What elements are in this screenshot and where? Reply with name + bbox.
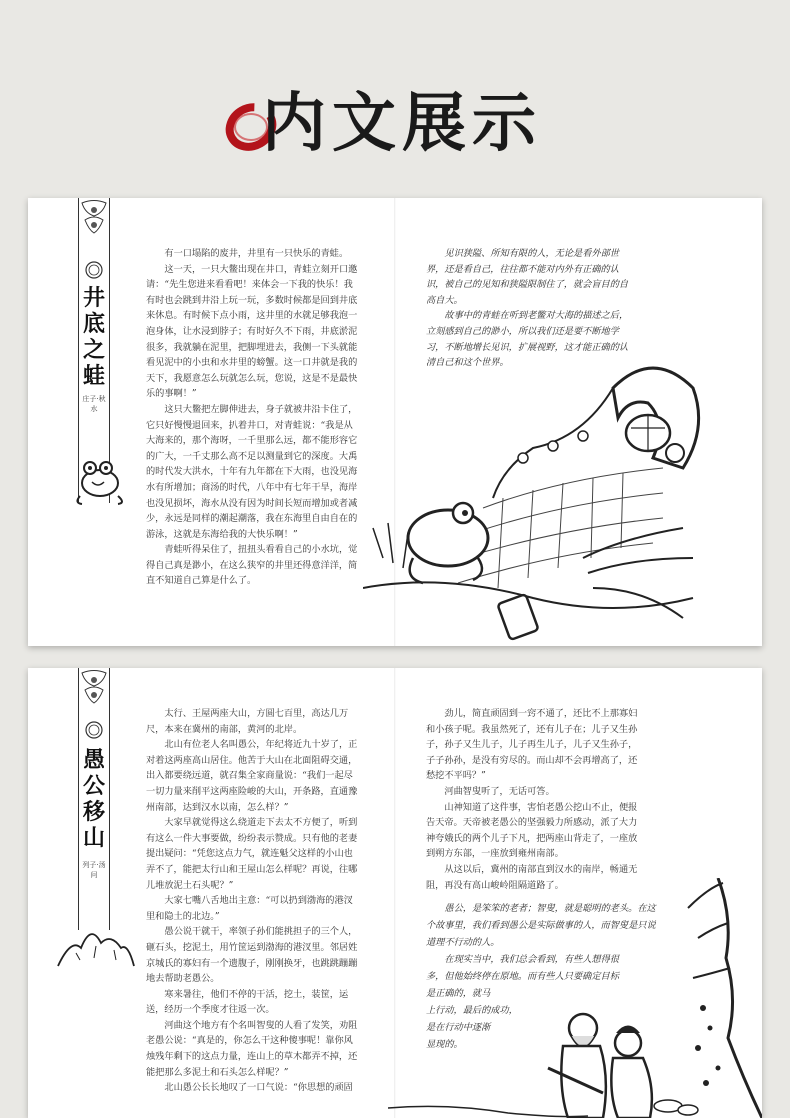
small-frog-illustration: [70, 448, 130, 508]
paragraph: 显现的。: [426, 1039, 463, 1050]
round-seal-icon: [85, 721, 103, 739]
paragraph: 北山愚公长长地叹了一口气说：“你思想的顽固: [164, 1082, 353, 1094]
story-title: 井底之蛙: [82, 286, 105, 389]
story-title: 愚公移山: [82, 748, 105, 851]
story-text-left: [146, 246, 358, 589]
paragraph: 太行、王屋两座大山，方圆七百里，高达几万尺，本来在冀州的南部，黄河的北岸。: [146, 708, 349, 735]
page-title: 内文展示: [262, 87, 542, 161]
paragraph: 河曲这个地方有个名叫智叟的人看了发笑，劝阻老愚公说：“真是的，你怎么干这种傻事呢！靠你风烛残年剩下的这点力量，连山上的草木都弄不掉，还能把那么多泥土和石头怎么样呢？”: [146, 1019, 358, 1078]
paragraph: 劲儿，简直顽固到一窍不通了，还比不上那寡妇和小孩子呢。我虽然死了，还有儿子在；儿子又生孙子，孙子又生儿子，儿子再生儿子，儿子又生孙子，子子孙孙，是没有穷尽的。而山却不会再增高了，还愁挖不平吗？”: [426, 708, 638, 782]
story-moral-text: [426, 246, 631, 371]
spread-foolish-old-man: [28, 668, 762, 1118]
paragraph: 从这以后，冀州的南部直到汉水的南岸，畅通无阻，再没有高山峻岭阻隔道路了。: [426, 863, 638, 891]
paragraph: 北山有位老人名叫愚公，年纪将近九十岁了，正对着这两座高山居住。他苦于大山在北面阻碍交通，出入都要绕远道，就召集全家商量说：“我们一起尽一切力量来削平这两座险峻的大山，开条路，直通豫州南部，达到汉水以南，怎么样？”: [146, 739, 358, 813]
old-men-mountain-illustration: [388, 878, 762, 1118]
story-source: 庄子·秋水: [82, 395, 106, 413]
paragraph: 大家七嘴八舌地出主意：“可以扔到渤海的港汊里和隐土的北边。”: [146, 895, 353, 922]
paragraph: 是在行动中逐渐: [426, 1022, 491, 1033]
story-text-left: [146, 706, 358, 1096]
side-banner: [78, 668, 110, 930]
story-source: 列子·汤问: [82, 861, 106, 879]
paragraph: 见识狭隘、所知有限的人，无论是看外部世界，还是看自己，往往都不能对内外有正确的认识，被自己的见知和狭隘限制住了，就会盲目的自高自大。: [426, 248, 629, 306]
page-header: [0, 0, 790, 198]
paragraph: 在现实当中，我们总会看到，有些人想得很多，但他始终停在原地。而有些人只要确定目标是正确的，就马: [426, 954, 619, 999]
paragraph: 这一天，一只大鳖出现在井口，青蛙立刻开口邀请：“先生您进来看看吧！来体会一下我的快乐！我有时也会跳到井沿上玩一玩，多数时候都是回到井底来休息。有时候下点小雨，这井里的水就足够我泡一泡身体，让水浸到脖子；有时好久不下雨，井底淤泥很多，我就躺在泥里，把脚埋进去，我侧一下头就能看见泥中的小虫和水井里的螃蟹。这一口井就是我的天下，我愿意怎么玩就怎么玩，您说，这是不是最快乐的事啊！”: [146, 263, 358, 400]
paragraph: 大家早就觉得这么绕道走下去太不方便了，听到有这么一件大事要做，纷纷表示赞成。只有他的老妻提出疑问：“凭您这点力气，就连魁父这样的小山也弄不了，能把太行山和王屋山怎么样呢？再说，往哪儿堆放泥土石头呢？”: [146, 817, 358, 891]
frog-well-illustration: [363, 358, 713, 643]
paragraph: 愚公说干就干，率领子孙们能挑担子的三个人，砸石头，挖泥土，用竹筐运到渤海的港汊里。邻居姓京城氏的寡妇有一个遗腹子，刚刚换牙，也跳跳蹦蹦地去帮助老愚公。: [146, 926, 358, 985]
round-seal-icon: [85, 261, 103, 279]
paragraph: 故事中的青蛙在听到老鳖对大海的描述之后，立刻感到自己的渺小，所以我们还是要不断地学习，不断地增长见识，扩展视野，这才能正确的认清自己和这个世界。: [426, 310, 629, 369]
paragraph: 有一口塌陷的废井，井里有一只快乐的青蛙。: [164, 248, 349, 259]
paragraph: 这只大鳖把左脚伸进去，身子就被井沿卡住了，它只好慢慢退回来，扒着井口，对青蛙说：“我是从大海来的，那个海呀，一千里那么远，都不能形容它的广大，一千丈那么高不足以测量到它的深度。大禹的时代发大洪水，十年有九年都在下大雨，也没见海水有所增加；商汤的时代，八年中有七年干旱，海岸也没见损坏，海水从没有因为时间长短而增加或者减少，永远是同样的潮起潮落，我在东海里自由自在的游泳，这就是东海给我的大快乐啊！”: [146, 403, 358, 540]
paragraph: 寒来暑往，他们不停的干活，挖土，装筐，运送，经历一个季度才往返一次。: [146, 988, 349, 1016]
paragraph: 上行动，最后的成功，: [426, 1005, 518, 1016]
spread-well-frog: [28, 198, 762, 646]
floral-ornament-icon: [79, 198, 109, 238]
paragraph: 愚公，是笨笨的老者；智叟，就是聪明的老头。在这个故事里，我们看到愚公是实际做事的人，而智叟是只说道理不行动的人。: [426, 903, 656, 948]
mountain-sketch-illustration: [56, 918, 136, 968]
story-text-right: [426, 706, 638, 893]
paragraph: 河曲智叟听了，无话可答。: [444, 785, 555, 797]
paragraph: 山神知道了这件事，害怕老愚公挖山不止，便报告天帝。天帝被老愚公的坚强毅力所感动，派了大力神夸娥氏的两个儿子下凡，把两座山背走了，一座放到朔方东部，一座放到雍州南部。: [426, 801, 638, 860]
paragraph: 青蛙听得呆住了，扭扭头看看自己的小水坑，觉得自己真是渺小，在这么狭窄的井里还得意洋洋，简直不知道自己算是什么了。: [146, 544, 358, 587]
floral-ornament-icon: [79, 668, 109, 708]
